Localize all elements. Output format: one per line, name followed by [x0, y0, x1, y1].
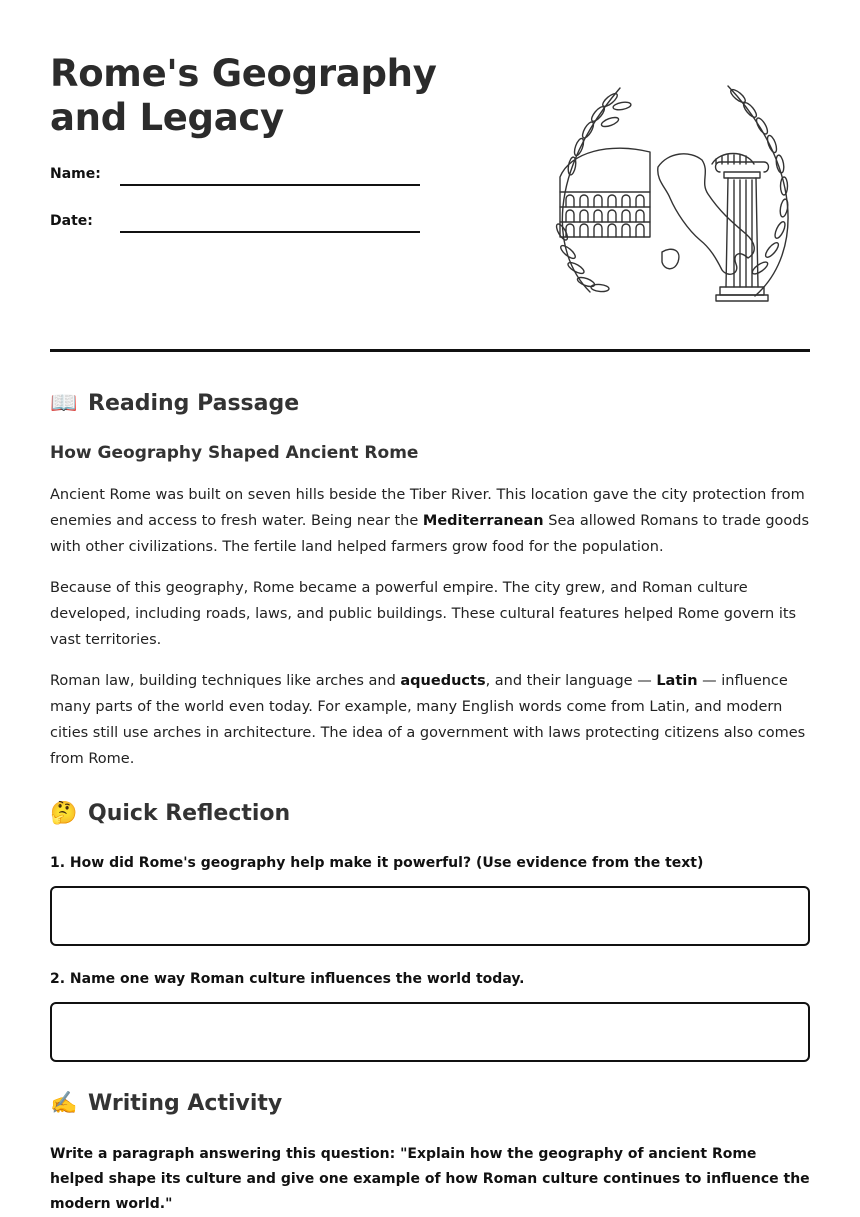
p3-text-c: — influence many parts of the world even today. For example, many English words come from Latin, and modern cities still use arches in architecture. The idea of a government with laws protecting citizens also comes from Rome.: [50, 673, 806, 767]
writing-section: [50, 1088, 810, 1217]
question-1: 1. How did Rome's geography help make it powerful? (Use evidence from the text): [50, 855, 704, 871]
question-2: 2. Name one way Roman culture influences the world today.: [50, 971, 525, 987]
worksheet-content: [50, 388, 810, 1217]
page-title: Rome's Geography and Legacy: [50, 52, 437, 139]
right-laurel-leaves: [729, 88, 789, 276]
open-book-icon: 📖: [50, 391, 78, 416]
date-line[interactable]: [120, 231, 420, 233]
header-divider: [50, 349, 810, 352]
answer-box-2[interactable]: [50, 1002, 810, 1062]
reading-heading-text: Reading Passage: [88, 391, 300, 416]
p3-term-aqueducts: aqueducts: [400, 673, 486, 689]
name-line[interactable]: [120, 184, 420, 186]
reflection-section: [50, 798, 810, 1062]
p3-text-b: , and their language —: [485, 673, 657, 689]
passage-title: How Geography Shaped Ancient Rome: [50, 443, 419, 463]
reflection-heading-text: Quick Reflection: [88, 801, 291, 826]
name-field[interactable]: [50, 166, 420, 196]
passage-paragraph-3: [50, 668, 810, 772]
reading-heading: [50, 388, 810, 420]
p3-text-a: Roman law, building techniques like arches and: [50, 673, 401, 689]
thinking-face-icon: 🤔: [50, 801, 78, 826]
reading-section: [50, 388, 810, 772]
name-label: Name:: [50, 166, 101, 182]
p1-text-b: Sea allowed Romans to trade goods with other civilizations. The fertile land helped farmers grow food for the population.: [50, 513, 810, 555]
writing-heading-text: Writing Activity: [88, 1091, 283, 1116]
colosseum-arches: [566, 195, 644, 237]
date-label: Date:: [50, 213, 93, 229]
reflection-heading: [50, 798, 810, 830]
date-field[interactable]: [50, 213, 420, 243]
writing-prompt: Write a paragraph answering this question: "Explain how the geography of ancient Rome helped shape its culture and give one example of how Roman culture continues to influence the modern world.": [50, 1146, 810, 1212]
p1-text-a: Ancient Rome was built on seven hills beside the Tiber River. This location gave the city protection from enemies and access to fresh water. Being near the: [50, 487, 805, 529]
answer-box-1[interactable]: [50, 886, 810, 946]
p1-term-mediterranean: Mediterranean: [422, 513, 544, 529]
passage-paragraph-2: Because of this geography, Rome became a powerful empire. The city grew, and Roman culture developed, including roads, laws, and public buildings. These cultural features helped Rome govern its vast territories.: [50, 580, 797, 648]
p3-term-latin: Latin: [656, 673, 698, 689]
worksheet-header: [50, 52, 810, 312]
passage-paragraph-1: [50, 482, 810, 560]
rome-illustration-icon: [550, 82, 795, 307]
writing-heading: [50, 1088, 810, 1120]
writing-hand-icon: ✍️: [50, 1091, 78, 1116]
